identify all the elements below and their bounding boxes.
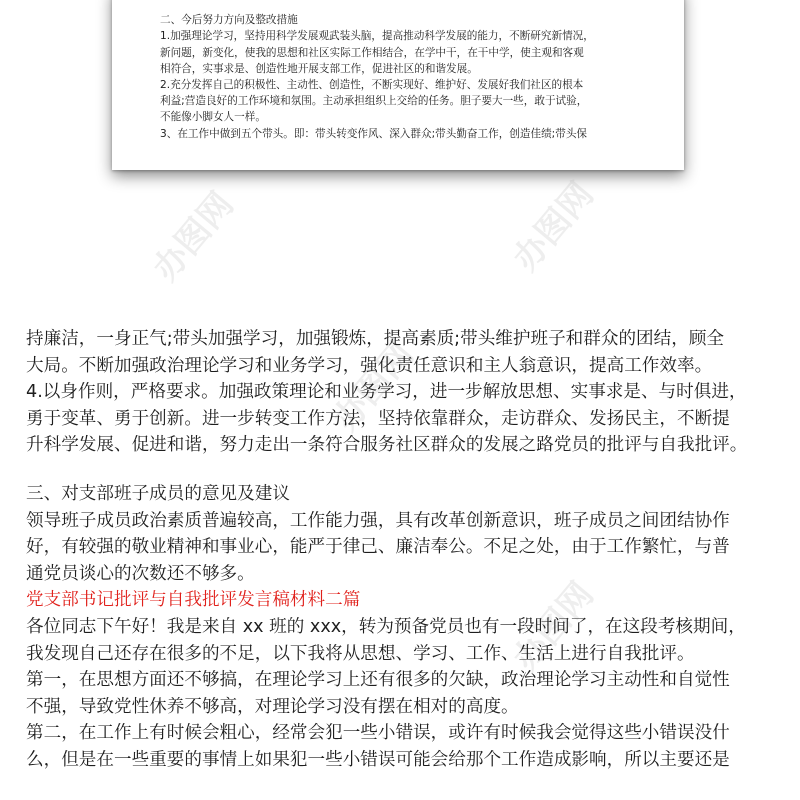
- body-line: 4.以身作则，严格要求。加强政策理论和业务学习，进一步解放思想、实事求是、与时俱进，: [26, 382, 747, 403]
- body-line: 第二，在工作上有时候会粗心，经常会犯一些小错误，或许有时候我会觉得这些小错误没什: [26, 723, 730, 744]
- preview-line: 利益;营造良好的工作环境和氛围。主动承担组织上交给的任务。胆子要大一些，敢于试验，: [160, 95, 588, 108]
- preview-line: 2.充分发挥自己的积极性、主动性、创造性，不断实现好、维护好、发展好我们社区的根本: [160, 79, 584, 92]
- preview-line: 相符合，实事求是、创造性地开展支部工作，促进社区的和谐发展。: [160, 62, 478, 75]
- watermark: 办图网: [505, 574, 602, 679]
- body-line: 领导班子成员政治素质普遍较高，工作能力强，具有改革创新意识，班子成员之间团结协作: [26, 510, 730, 531]
- preview-line: 3、在工作中做到五个带头。即：带头转变作风、深入群众;带头勤奋工作，创造佳绩;带头保: [160, 127, 588, 140]
- body-line: 持廉洁，一身正气;带头加强学习，加强锻炼，提高素质;带头维护班子和群众的团结，顾全: [26, 329, 725, 349]
- body-line: 我发现自己还存在很多的不足，以下我将从思想、学习、工作、生活上进行自我批评。: [26, 643, 695, 664]
- body-line: 通党员谈心的次数还不够多。: [26, 563, 255, 584]
- body-line: 升科学发展、促进和谐，努力走出一条符合服务社区群众的发展之路党员的批评与自我批评。: [26, 435, 748, 456]
- preview-line: 二、今后努力方向及整改措施: [160, 14, 298, 27]
- document-preview-card: [112, 0, 684, 170]
- body-line: 不强，导致党性休养不够高，对理论学习没有摆在相对的高度。: [26, 696, 519, 717]
- watermark: 办图网: [145, 184, 242, 289]
- preview-text: [160, 0, 650, 142]
- body-line: 各位同志下午好！我是来自 xx 班的 xxx，转为预备党员也有一段时间了，在这段考核期间，: [26, 616, 746, 637]
- body-line: 勇于变革、勇于创新。进一步转变工作方法，坚持依靠群众，走访群众、发扬民主，不断提: [26, 408, 730, 429]
- watermark: 办图网: [325, 334, 422, 439]
- watermark: 办图网: [505, 174, 602, 279]
- document-title: 党支部书记批评与自我批评发言稿材料二篇: [26, 590, 361, 611]
- document-body: [26, 326, 786, 774]
- body-line: 好，有较强的敬业精神和事业心，能严于律己、廉洁奉公。不足之处，由于工作繁忙，与普: [26, 537, 730, 558]
- preview-line: 1.加强理论学习，坚持用科学发展观武装头脑，提高推动科学发展的能力，不断研究新情况，: [160, 30, 594, 43]
- paragraph-gap: [26, 459, 786, 481]
- preview-line: 新问题，新变化，使我的思想和社区实际工作相结合，在学中干，在干中学，使主观和客观: [160, 46, 584, 59]
- preview-area: [0, 0, 800, 300]
- preview-blank-line: [160, 0, 650, 12]
- section-heading: 三、对支部班子成员的意见及建议: [26, 483, 290, 504]
- body-line: 第一，在思想方面还不够搞，在理论学习上还有很多的欠缺，政治理论学习主动性和自觉性: [26, 670, 730, 691]
- preview-line: 不能像小脚女人一样。: [160, 111, 266, 124]
- body-line: 大局。不断加强政治理论学习和业务学习，强化责任意识和主人翁意识，提高工作效率。: [26, 355, 713, 376]
- body-line: 么，但是在一些重要的事情上如果犯一些小错误可能会给那个工作造成影响，所以主要还是: [26, 749, 730, 770]
